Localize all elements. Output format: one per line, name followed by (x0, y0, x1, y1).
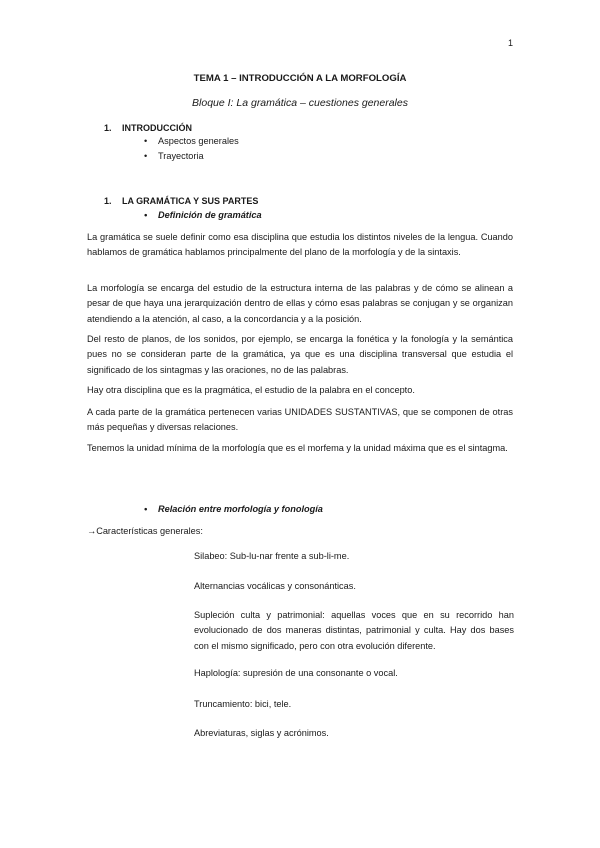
bullet-text: Definición de gramática (158, 210, 262, 220)
bullet-item (144, 151, 204, 161)
bullet-icon: • (144, 210, 148, 220)
bullet-item (144, 504, 323, 514)
paragraph: La morfología se encarga del estudio de la estructura interna de las palabras y de cómo se alinean a pesar de que haya una jerarquización dentro de ellas y cómo esas palabras se conjugan y se organizan atendiendo a la atención, al caso, a la concordancia y a la posición. (87, 283, 513, 324)
section-heading-gramatica (104, 196, 258, 206)
bullet-text: Aspectos generales (158, 136, 239, 146)
section-number: 1. (104, 123, 112, 133)
paragraph: Tenemos la unidad mínima de la morfología que es el morfema y la unidad máxima que es el sintagma. (87, 443, 508, 453)
bullet-icon: • (144, 136, 148, 146)
section-title: LA GRAMÁTICA Y SUS PARTES (122, 196, 259, 206)
section-heading-introduccion (104, 123, 192, 133)
paragraph: La gramática se suele definir como esa disciplina que estudia los distintos niveles de la lengua. Cuando hablamos de gramática hablamos principalmente del plano de la morfología y de la sintaxis. (87, 232, 513, 258)
characteristic-item: Abreviaturas, siglas y acrónimos. (194, 728, 329, 738)
characteristic-item: Truncamiento: bici, tele. (194, 699, 292, 709)
bullet-item (144, 210, 262, 220)
bullet-icon: • (144, 504, 148, 514)
section-number: 1. (104, 196, 112, 206)
characteristic-item: Supleción culta y patrimonial: aquellas voces que en su recorrido han evolucionado de dos maneras distintas, patrimonial y culta. Hay dos bases con el mismo significado, pero con otra evolución diferente. (194, 610, 514, 651)
bullet-item (144, 136, 239, 146)
paragraph: Hay otra disciplina que es la pragmática, el estudio de la palabra en el concepto. (87, 385, 415, 395)
paragraph: A cada parte de la gramática pertenecen varias UNIDADES SUSTANTIVAS, que se componen de otras más pequeñas y diversas relaciones. (87, 407, 513, 433)
document-subtitle: Bloque I: La gramática – cuestiones generales (192, 97, 408, 109)
characteristic-item: Silabeo: Sub-lu-nar frente a sub-li-me. (194, 551, 350, 561)
document-title: TEMA 1 – INTRODUCCIÓN A LA MORFOLOGÍA (193, 73, 407, 84)
bullet-text: Relación entre morfología y fonología (158, 504, 323, 514)
page-number: 1 (507, 38, 513, 48)
section-title: INTRODUCCIÓN (122, 123, 192, 133)
characteristics-label: →Características generales: (87, 526, 203, 536)
characteristic-item: Haplología: supresión de una consonante o vocal. (194, 668, 398, 678)
bullet-icon: • (144, 151, 148, 161)
characteristic-item: Alternancias vocálicas y consonánticas. (194, 581, 356, 591)
paragraph: Del resto de planos, de los sonidos, por ejemplo, se encarga la fonética y la fonología y la semántica pues no se consideran parte de la gramática, ya que es una disciplina transversal que estudia el significado de los sintagmas y las oraciones, no de las palabras. (87, 334, 513, 375)
bullet-text: Trayectoria (158, 151, 204, 161)
